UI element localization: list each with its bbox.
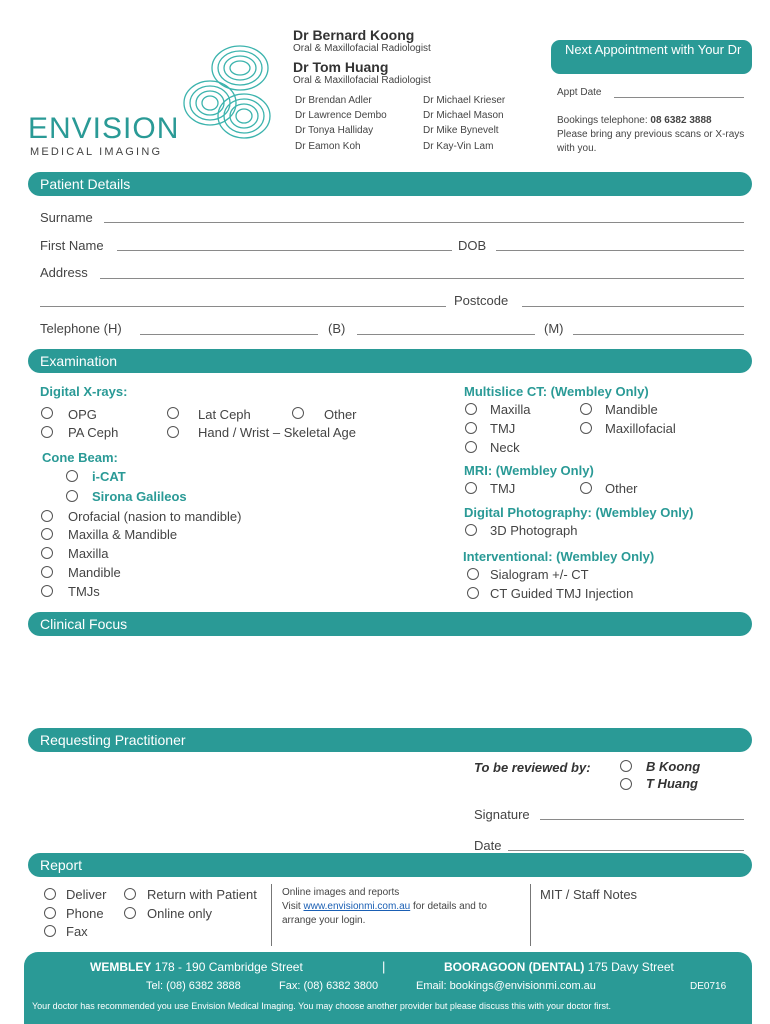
telephone-home-label: Telephone (H) xyxy=(40,321,122,336)
online-rest-text: for details and to xyxy=(413,901,487,912)
xray-pa-ceph-label: PA Ceph xyxy=(68,425,119,440)
reviewer-koong-label: B Koong xyxy=(646,759,701,774)
to-be-reviewed-label: To be reviewed by: xyxy=(474,760,591,775)
footer-separator: | xyxy=(382,959,386,974)
doctor-koong-name: Dr Bernard Koong xyxy=(293,27,415,43)
telephone-home-field[interactable] xyxy=(140,334,318,335)
dob-label: DOB xyxy=(458,238,487,253)
photo-3d-label: 3D Photograph xyxy=(490,523,578,538)
address-label: Address xyxy=(40,265,88,280)
doctor-list-item: Dr Lawrence Dembo xyxy=(295,110,387,121)
first-name-label: First Name xyxy=(40,238,104,253)
bookings-phone: 08 6382 3888 xyxy=(650,115,712,126)
reviewer-huang-label: T Huang xyxy=(646,776,698,791)
report-return-label: Return with Patient xyxy=(147,887,257,902)
report-deliver-radio[interactable] xyxy=(44,888,56,900)
footer-disclaimer: Your doctor has recommended you use Envision Medical Imaging. You may choose another provider but please discuss this with your doctor first. xyxy=(32,1001,611,1011)
online-visit-text: Visit xyxy=(282,901,301,912)
footer-booragoon xyxy=(444,960,674,974)
cone-maxilla-mandible-radio[interactable] xyxy=(41,528,53,540)
report-online-label: Online only xyxy=(147,906,213,921)
doctor-list-item: Dr Michael Mason xyxy=(423,110,504,121)
date-field[interactable] xyxy=(508,850,744,851)
brand-name: ENVISION xyxy=(28,112,180,145)
doctor-huang-role: Oral & Maxillofacial Radiologist xyxy=(293,75,431,86)
telephone-mobile-field[interactable] xyxy=(573,334,744,335)
doctor-list-item: Dr Mike Bynevelt xyxy=(423,125,499,136)
footer-booragoon-name: BOORAGOON (DENTAL) xyxy=(444,960,585,974)
clinical-focus-header: Clinical Focus xyxy=(28,612,752,636)
xray-other-radio[interactable] xyxy=(292,407,304,419)
clinical-focus-textarea[interactable] xyxy=(28,640,752,724)
ct-tmj-label: TMJ xyxy=(490,421,516,436)
appt-date-label: Appt Date xyxy=(557,87,602,98)
surname-field[interactable] xyxy=(104,222,744,223)
cone-tmjs-label: TMJs xyxy=(68,584,100,599)
cone-icat-radio[interactable] xyxy=(66,470,78,482)
telephone-business-field[interactable] xyxy=(357,334,535,335)
online-login-text: arrange your login. xyxy=(282,915,366,926)
appt-date-field[interactable] xyxy=(614,97,744,98)
date-label: Date xyxy=(474,838,502,853)
first-name-field[interactable] xyxy=(117,250,452,251)
ct-tmj-radio[interactable] xyxy=(465,422,477,434)
ct-mandible-radio[interactable] xyxy=(580,403,592,415)
photo-3d-radio[interactable] xyxy=(465,524,477,536)
report-phone-label: Phone xyxy=(66,906,104,921)
bookings-prefix: Bookings telephone: xyxy=(557,115,648,126)
ct-maxilla-label: Maxilla xyxy=(490,402,531,417)
signature-label: Signature xyxy=(474,807,530,822)
cone-orofacial-radio[interactable] xyxy=(41,510,53,522)
digital-xrays-heading: Digital X-rays: xyxy=(40,384,128,399)
cone-beam-heading: Cone Beam: xyxy=(42,450,118,465)
cone-sirona-radio[interactable] xyxy=(66,490,78,502)
envision-website-link[interactable]: www.envisionmi.com.au xyxy=(303,901,411,912)
interv-tmj-injection-label: CT Guided TMJ Injection xyxy=(490,586,634,601)
reviewer-koong-radio[interactable] xyxy=(620,760,632,772)
ct-maxillofacial-radio[interactable] xyxy=(580,422,592,434)
doctor-list-item: Dr Tonya Halliday xyxy=(295,125,374,136)
dob-field[interactable] xyxy=(496,250,744,251)
telephone-mobile-label: (M) xyxy=(544,321,564,336)
cone-orofacial-label: Orofacial (nasion to mandible) xyxy=(68,509,242,524)
interventional-heading: Interventional: (Wembley Only) xyxy=(463,549,655,564)
mri-other-radio[interactable] xyxy=(580,482,592,494)
footer-tel: Tel: (08) 6382 3888 xyxy=(146,980,241,992)
report-fax-radio[interactable] xyxy=(44,925,56,937)
interv-tmj-injection-radio[interactable] xyxy=(467,587,479,599)
doctor-huang-name: Dr Tom Huang xyxy=(293,59,389,75)
xray-hand-wrist-label: Hand / Wrist – Skeletal Age xyxy=(198,425,357,440)
interv-sialogram-radio[interactable] xyxy=(467,568,479,580)
footer-fax: Fax: (08) 6382 3800 xyxy=(279,980,379,992)
staff-notes-label: MIT / Staff Notes xyxy=(540,887,638,902)
cone-sirona-label: Sirona Galileos xyxy=(92,489,187,504)
report-deliver-label: Deliver xyxy=(66,887,107,902)
online-info xyxy=(282,886,522,928)
footer-booragoon-address: 175 Davy Street xyxy=(587,960,674,974)
xray-other-label: Other xyxy=(324,407,357,422)
ct-mandible-label: Mandible xyxy=(605,402,658,417)
footer-wembley-name: WEMBLEY xyxy=(90,960,152,974)
xray-opg-radio[interactable] xyxy=(41,407,53,419)
doctor-koong-role: Oral & Maxillofacial Radiologist xyxy=(293,43,431,54)
cone-maxilla-radio[interactable] xyxy=(41,547,53,559)
mri-tmj-label: TMJ xyxy=(490,481,516,496)
examination-header: Examination xyxy=(28,349,752,373)
doctor-list-item: Dr Brendan Adler xyxy=(295,95,372,106)
report-header: Report xyxy=(28,853,752,877)
cone-icat-label: i-CAT xyxy=(92,469,126,484)
report-phone-radio[interactable] xyxy=(44,907,56,919)
footer-wembley xyxy=(90,960,303,974)
telephone-business-label: (B) xyxy=(328,321,346,336)
footer-wembley-address: 178 - 190 Cambridge Street xyxy=(154,960,303,974)
cone-tmjs-radio[interactable] xyxy=(41,585,53,597)
digital-photography-heading: Digital Photography: (Wembley Only) xyxy=(464,505,694,520)
mri-other-label: Other xyxy=(605,481,638,496)
xray-hand-wrist-radio[interactable] xyxy=(167,426,179,438)
postcode-label: Postcode xyxy=(454,293,509,308)
report-fax-label: Fax xyxy=(66,924,88,939)
surname-label: Surname xyxy=(40,210,93,225)
xray-pa-ceph-radio[interactable] xyxy=(41,426,53,438)
bookings-info xyxy=(557,114,752,156)
ct-neck-radio[interactable] xyxy=(465,441,477,453)
online-info-title: Online images and reports xyxy=(282,887,400,898)
report-divider xyxy=(271,884,272,946)
brand-subtitle: MEDICAL IMAGING xyxy=(30,146,163,158)
doctor-list-item: Dr Eamon Koh xyxy=(295,141,361,152)
cone-mandible-label: Mandible xyxy=(68,565,121,580)
footer-email[interactable]: Email: bookings@envisionmi.com.au xyxy=(416,980,596,992)
interv-sialogram-label: Sialogram +/- CT xyxy=(490,567,589,582)
reviewer-huang-radio[interactable] xyxy=(620,778,632,790)
cone-mandible-radio[interactable] xyxy=(41,566,53,578)
doctor-list-item: Dr Kay-Vin Lam xyxy=(423,141,494,152)
next-appointment-label: Next Appointment with Your Dr xyxy=(565,42,742,57)
report-online-radio[interactable] xyxy=(124,907,136,919)
envision-logo-rings-icon xyxy=(172,38,277,143)
signature-field[interactable] xyxy=(540,819,744,820)
patient-details-header: Patient Details xyxy=(28,172,752,196)
mri-heading: MRI: (Wembley Only) xyxy=(464,463,594,478)
ct-neck-label: Neck xyxy=(490,440,520,455)
bookings-note: Please bring any previous scans or X-rays with you. xyxy=(557,129,745,154)
cone-maxilla-label: Maxilla xyxy=(68,546,109,561)
multislice-ct-heading: Multislice CT: (Wembley Only) xyxy=(464,384,649,399)
doctor-list-item: Dr Michael Krieser xyxy=(423,95,506,106)
next-appointment-box xyxy=(551,40,752,74)
ct-maxillofacial-label: Maxillofacial xyxy=(605,421,676,436)
report-divider-2 xyxy=(530,884,531,946)
footer-code: DE0716 xyxy=(690,981,727,992)
cone-maxilla-mandible-label: Maxilla & Mandible xyxy=(68,527,178,542)
footer xyxy=(24,952,752,1024)
address-field[interactable] xyxy=(100,278,744,279)
address-line2-field[interactable] xyxy=(40,306,446,307)
ct-maxilla-radio[interactable] xyxy=(465,403,477,415)
xray-lat-ceph-label: Lat Ceph xyxy=(198,407,251,422)
xray-lat-ceph-radio[interactable] xyxy=(167,407,179,419)
report-return-radio[interactable] xyxy=(124,888,136,900)
requesting-practitioner-header: Requesting Practitioner xyxy=(28,728,752,752)
mri-tmj-radio[interactable] xyxy=(465,482,477,494)
postcode-field[interactable] xyxy=(522,306,744,307)
xray-opg-label: OPG xyxy=(68,407,97,422)
